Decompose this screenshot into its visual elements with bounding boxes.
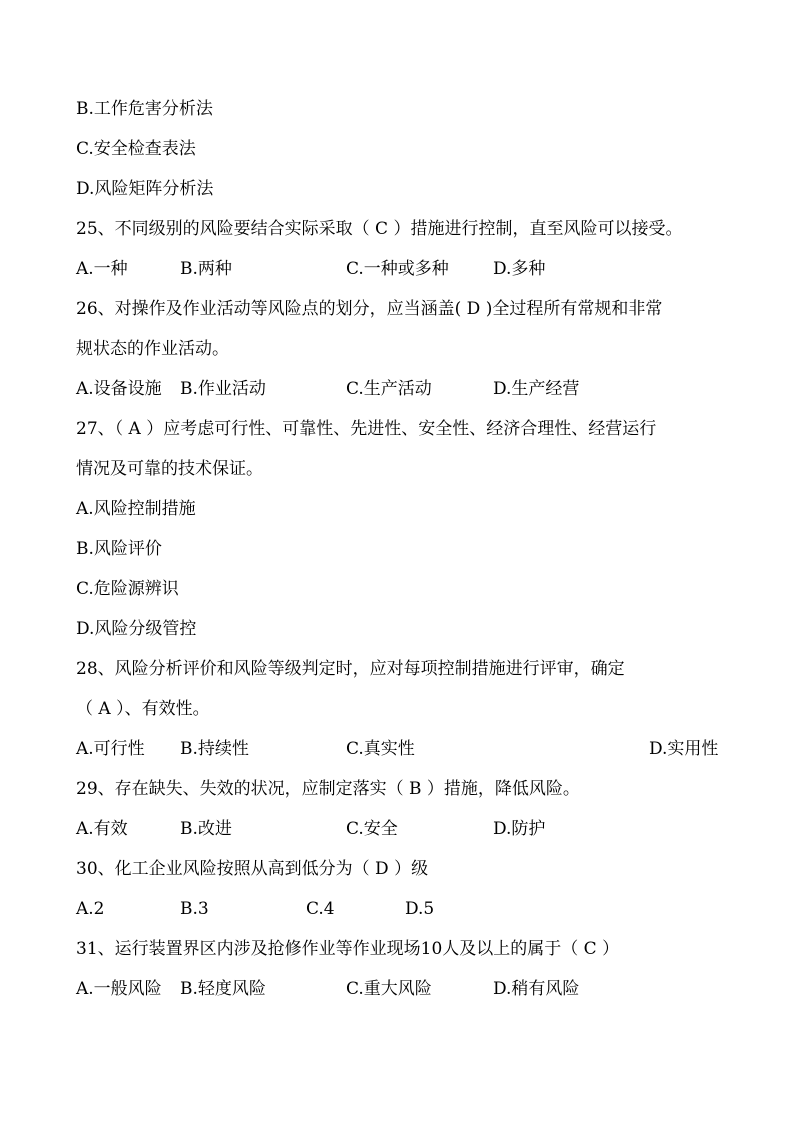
q31-option-c: C.重大风险	[346, 979, 432, 999]
q25-stem: 25、不同级别的风险要结合实际采取（ C ）措施进行控制，直至风险可以接受。	[76, 219, 683, 239]
q25-option-b: B.两种	[180, 259, 232, 279]
q28-stem-line2: （ A ）、有效性。	[76, 699, 210, 719]
q29-option-a: A.有效	[76, 819, 128, 839]
q27-option-d: D.风险分级管控	[76, 619, 197, 639]
q25-option-d: D.多种	[493, 259, 546, 279]
q31-option-a: A.一般风险	[76, 979, 162, 999]
q27-option-c: C.危险源辨识	[76, 579, 179, 599]
q26-stem-line1: 26、对操作及作业活动等风险点的划分，应当涵盖( D )全过程所有常规和非常	[76, 299, 663, 319]
q27-option-a: A.风险控制措施	[76, 499, 196, 519]
q28-option-c: C.真实性	[346, 739, 415, 759]
q30-option-b: B.3	[180, 899, 209, 919]
q24-option-c: C.安全检查表法	[76, 139, 196, 159]
q28-stem-line1: 28、风险分析评价和风险等级判定时，应对每项控制措施进行评审，确定	[76, 659, 625, 679]
q29-option-c: C.安全	[346, 819, 398, 839]
q31-option-d: D.稍有风险	[493, 979, 580, 999]
q27-option-b: B.风险评价	[76, 539, 162, 559]
q29-option-d: D.防护	[493, 819, 546, 839]
q26-stem-line2: 规状态的作业活动。	[76, 339, 229, 359]
q28-option-a: A.可行性	[76, 739, 145, 759]
q25-option-c: C.一种或多种	[346, 259, 449, 279]
q26-option-b: B.作业活动	[180, 379, 266, 399]
q30-stem: 30、化工企业风险按照从高到低分为（ D ）级	[76, 859, 429, 879]
q30-option-d: D.5	[405, 899, 435, 919]
q31-option-b: B.轻度风险	[180, 979, 266, 999]
q29-stem: 29、存在缺失、失效的状况，应制定落实（ B ）措施，降低风险。	[76, 779, 580, 799]
q31-stem: 31、运行装置界区内涉及抢修作业等作业现场10人及以上的属于（ C ）	[76, 939, 620, 959]
q24-option-b: B.工作危害分析法	[76, 99, 213, 119]
q24-option-d: D.风险矩阵分析法	[76, 179, 214, 199]
q26-option-c: C.生产活动	[346, 379, 432, 399]
q26-option-a: A.设备设施	[76, 379, 162, 399]
q27-stem-line2: 情况及可靠的技术保证。	[76, 459, 263, 479]
q26-option-d: D.生产经营	[493, 379, 580, 399]
q30-option-c: C.4	[306, 899, 335, 919]
q27-stem-line1: 27、（ A ）应考虑可行性、可靠性、先进性、安全性、经济合理性、经营运行	[76, 419, 657, 439]
q28-option-b: B.持续性	[180, 739, 249, 759]
q29-option-b: B.改进	[180, 819, 232, 839]
q30-option-a: A.2	[76, 899, 105, 919]
q28-option-d: D.实用性	[649, 739, 719, 759]
q25-option-a: A.一种	[76, 259, 128, 279]
